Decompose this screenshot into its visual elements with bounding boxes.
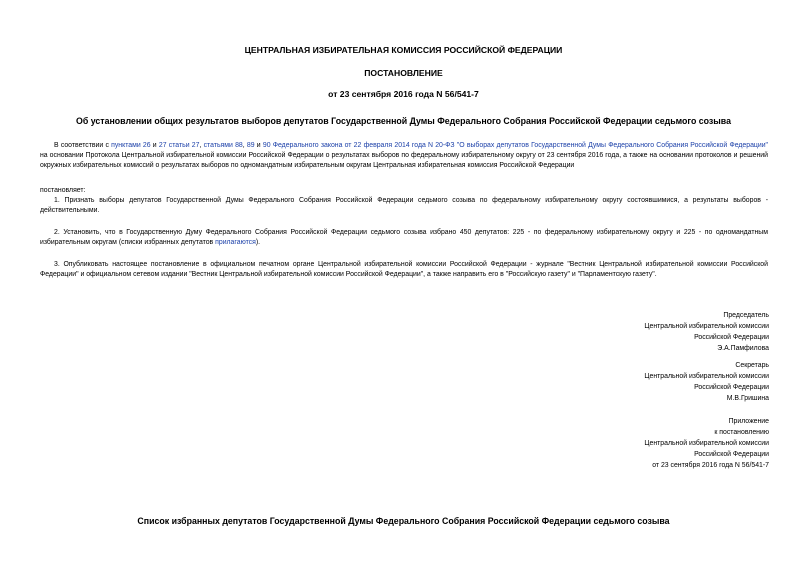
preamble-text: , <box>199 142 204 149</box>
document-type-heading: ПОСТАНОВЛЕНИЕ <box>364 68 443 78</box>
law-link-item-26[interactable]: пунктами 26 <box>111 142 151 149</box>
chair-name: Э.А.Памфилова <box>717 345 769 352</box>
chair-role: Председатель <box>723 312 769 319</box>
appendix-date: от 23 сентября 2016 года N 56/541-7 <box>652 462 769 469</box>
item-2-text: 2. Установить, что в Государственную Думу Федерального Собрания Российской Федерации седьмого созыва избрано 450 депутатов: 225 - по федеральному избирательному округу и 225 - по одномандатным избирательным округам (списки избранных депутатов <box>40 229 768 246</box>
secretary-org-line-2: Российской Федерации <box>694 384 769 391</box>
secretary-signature-block <box>644 360 769 404</box>
document-title: Об установлении общих результатов выборов депутатов Государственной Думы Федерального Собрания Российской Федерации седьмого созыва <box>76 116 731 126</box>
item-3-paragraph: 3. Опубликовать настоящее постановление в официальном печатном органе Центральной избирательной комиссии Российской Федерации - журнале "Вестник Центральной избирательной комиссии Российской Федерации" и официальном сетевом издании "Вестник Центральной избирательной комиссии Российской Федерации", а также направить его в "Российскую газету" и "Парламентскую газету". <box>40 261 768 278</box>
preamble-text: и <box>150 142 159 149</box>
appendix-block <box>644 416 769 471</box>
attached-lists-link[interactable]: прилагаются <box>215 239 256 246</box>
law-link-article-88[interactable]: статьями 88 <box>203 142 243 149</box>
resolves-label: постановляет: <box>40 187 86 194</box>
law-link-federal-law[interactable]: 90 Федерального закона от 22 февраля 2014 года N 20-ФЗ "О выборах депутатов Государственной Думы Федерального Собрания Российской Федерации" <box>262 142 768 149</box>
preamble-text: на основании Протокола Центральной избирательной комиссии Российской Федерации о результатах выборов по федеральному избирательному округу от 23 сентября 2016 года, а также на основании протоколов и решений окружных избирательных комиссий о результатах выборов по одномандатным избирательным округам Центральная избирательная комиссия Российской Федерации <box>40 152 768 169</box>
law-link-article-27[interactable]: 27 статьи 27 <box>158 142 200 149</box>
secretary-org-line-1: Центральной избирательной комиссии <box>644 373 769 380</box>
document-date-heading: от 23 сентября 2016 года N 56/541-7 <box>328 89 479 99</box>
deputies-list-title: Список избранных депутатов Государственной Думы Федерального Собрания Российской Федерации седьмого созыва <box>137 516 670 526</box>
item-2-paragraph <box>40 228 768 248</box>
preamble-paragraph <box>40 141 768 171</box>
appendix-line-4: Российской Федерации <box>694 451 769 458</box>
preamble-text: В соответствии с <box>54 142 112 149</box>
secretary-role: Секретарь <box>735 362 769 369</box>
appendix-line-2: к постановлению <box>714 429 769 436</box>
chair-org-line-2: Российской Федерации <box>694 334 769 341</box>
commission-heading: ЦЕНТРАЛЬНАЯ ИЗБИРАТЕЛЬНАЯ КОМИССИЯ РОССИЙСКОЙ ФЕДЕРАЦИИ <box>244 45 563 55</box>
preamble-text: и <box>254 142 263 149</box>
chair-signature-block <box>644 310 769 354</box>
law-link-article-89[interactable]: 89 <box>246 142 255 149</box>
chair-org-line-1: Центральной избирательной комиссии <box>644 323 769 330</box>
appendix-label: Приложение <box>728 418 769 425</box>
appendix-line-3: Центральной избирательной комиссии <box>644 440 769 447</box>
item-2-end: ). <box>255 239 261 246</box>
secretary-name: М.В.Гришина <box>726 395 769 402</box>
item-1-paragraph: 1. Признать выборы депутатов Государственной Думы Федерального Собрания Российской Федерации седьмого созыва по федеральному избирательному округу состоявшимися, а результаты выборов - действительными. <box>40 197 768 214</box>
preamble-text: , <box>242 142 247 149</box>
